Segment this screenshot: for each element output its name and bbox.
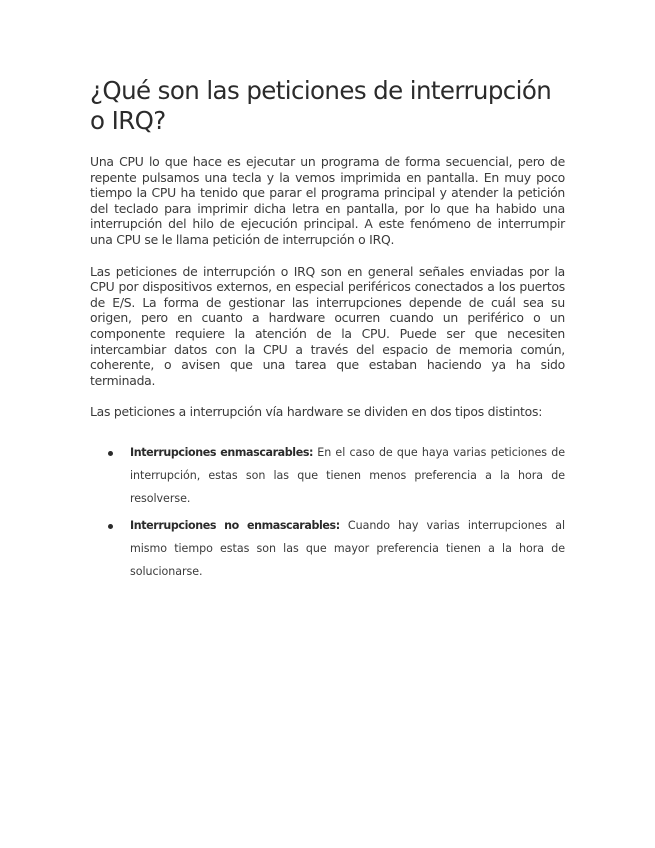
interrupt-types-list [90,442,565,584]
bullet-icon [108,451,113,456]
list-item-term: Interrupciones no enmascarables: [130,519,340,533]
page-title: ¿Qué son las peticiones de interrupción o IRQ? [90,76,552,135]
paragraph-cpu-intro: Una CPU lo que hace es ejecutar un programa de forma secuencial, pero de repente pulsamos una tecla y la vemos imprimida en pantalla. En muy poco tiempo la CPU ha tenido que parar el programa principal y atender la petición del teclado para imprimir dicha letra en pantalla, por lo que ha habido una interrupción del hilo de ejecución principal. A este fenómeno de interrumpir una CPU se le llama petición de interrupción o IRQ. [90,154,565,247]
paragraph-irq-types-intro: Las peticiones a interrupción vía hardware se dividen en dos tipos distintos: [90,404,543,420]
document-page [90,76,565,589]
paragraph-irq-description: Las peticiones de interrupción o IRQ son en general señales enviadas por la CPU por dispositivos externos, en especial periféricos conectados a los puertos de E/S. La forma de gestionar las interrupciones depende de cuál sea su origen, pero en cuanto a hardware ocurren cuando un periférico o un componente requiere la atención de la CPU. Puede ser que necesiten intercambiar datos con la CPU a través del espacio de memoria común, coherente, o avisen que una tarea que estaban haciendo ya ha sido terminada. [90,263,565,388]
list-item [90,442,565,510]
bullet-icon [108,524,113,529]
list-item-text: En el caso de que haya varias peticiones de interrupción, estas son las que tienen menos preferencia a la hora de resolverse. [130,445,565,505]
list-item-term: Interrupciones enmascarables: [130,445,314,459]
list-item [90,515,565,583]
list-item-text: Cuando hay varias interrupciones al mismo tiempo estas son las que mayor preferencia tienen a la hora de solucionarse. [130,519,565,578]
